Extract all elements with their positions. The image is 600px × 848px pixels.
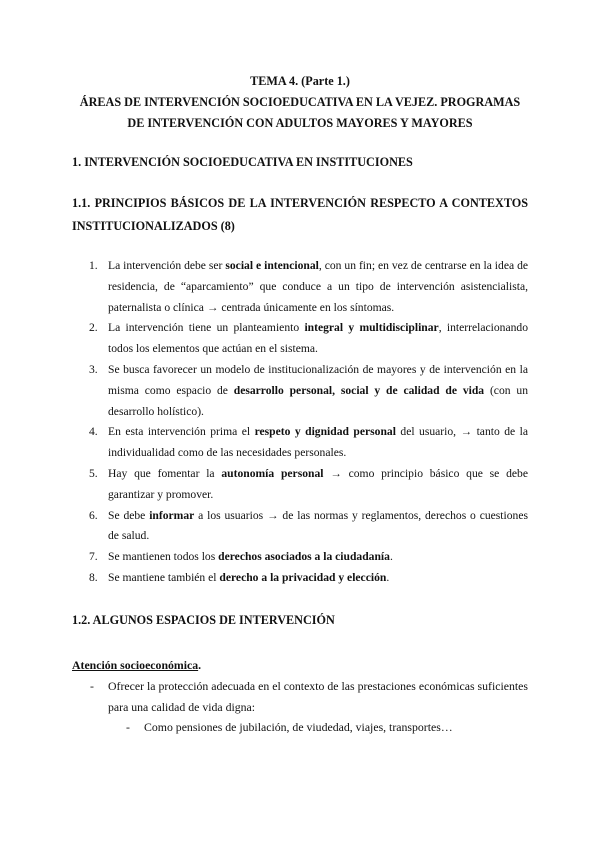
- list-item-text: Se busca favorecer un modelo de institucionalización de mayores y de intervención en la misma como espacio de: [108, 362, 528, 397]
- list-item-number: 5.: [89, 466, 98, 480]
- section-1-heading: 1. INTERVENCIÓN SOCIOEDUCATIVA EN INSTITUCIONES: [72, 155, 413, 169]
- list-item-bold: desarrollo personal, social y de calidad de vida: [233, 383, 485, 397]
- list-item: [72, 568, 528, 589]
- doc-title-line-2: ÁREAS DE INTERVENCIÓN SOCIOEDUCATIVA EN LA VEJEZ. PROGRAMAS: [79, 95, 521, 109]
- list-item-bold: autonomía personal: [221, 466, 324, 480]
- list-item-bold: derecho a la privacidad y elección: [219, 570, 387, 584]
- section-1-1-line-2: INSTITUCIONALIZADOS (8): [72, 219, 235, 233]
- list-item-text: , interrelacionando todos los elementos que actúan en el sistema.: [108, 321, 529, 356]
- list-item: [72, 506, 528, 548]
- list-item-bold: integral y multidisciplinar: [304, 321, 439, 335]
- subsection-heading-dot: .: [198, 658, 202, 672]
- section-1-2-heading: 1.2. ALGUNOS ESPACIOS DE INTERVENCIÓN: [72, 613, 335, 627]
- list-item-text: Hay que fomentar la: [108, 466, 222, 480]
- list-item-text: del usuario, → tanto de la individualidad como de las necesidades personales.: [108, 425, 528, 460]
- list-item-text: .: [386, 570, 390, 584]
- dash-list-text: Ofrecer la protección adecuada en el contexto de las prestaciones económicas suficientes para una calidad de vida digna:: [108, 678, 528, 714]
- principles-list: [72, 256, 528, 589]
- list-item: [72, 318, 528, 360]
- list-item-text: La intervención tiene un planteamiento: [108, 321, 305, 335]
- dash-list-item: [72, 676, 528, 718]
- dash-bullet: -: [126, 720, 130, 735]
- list-item-text: (con un desarrollo holístico).: [108, 383, 528, 418]
- list-item-number: 2.: [89, 321, 98, 335]
- list-item-text: .: [389, 550, 393, 564]
- subsection-heading: [72, 655, 528, 676]
- list-item: [72, 360, 528, 422]
- list-item-number: 3.: [89, 362, 98, 376]
- list-item-bold: informar: [149, 508, 195, 522]
- list-item-bold: social e intencional: [225, 259, 319, 272]
- list-item-text: Se debe: [108, 508, 150, 522]
- list-item-text: a los usuarios → de las normas y reglamentos, derechos o cuestiones de salud.: [108, 508, 528, 543]
- list-item-text: Se mantiene también el: [108, 570, 220, 584]
- section-1-1-line-1: 1.1. PRINCIPIOS BÁSICOS DE LA INTERVENCIÓN RESPECTO A CONTEXTOS: [72, 196, 528, 210]
- doc-title-line-1: TEMA 4. (Parte 1.): [250, 74, 350, 88]
- list-item-text: La intervención debe ser: [108, 259, 226, 272]
- list-item: [72, 547, 528, 568]
- nested-dash-list-item: [72, 717, 528, 738]
- nested-dash-list-text: Como pensiones de jubilación, de viudedad, viajes, transportes…: [144, 720, 453, 735]
- subsection-heading-text: Atención socioeconómica: [72, 658, 199, 672]
- list-item-number: 8.: [89, 570, 98, 584]
- section-1-1-heading: [72, 192, 528, 238]
- list-item-bold: respeto y dignidad personal: [254, 425, 396, 439]
- list-item-number: 6.: [89, 508, 98, 522]
- list-item-text: En esta intervención prima el: [108, 425, 255, 439]
- list-item-text: , con un fin; en vez de centrarse en la idea de residencia, de “aparcamiento” que conduce a un tipo de intervención asistencialista, paternalista o clínica → centrada únicamente en los síntomas.: [108, 259, 529, 314]
- list-item: [72, 464, 528, 506]
- list-item-text: Se mantienen todos los: [108, 550, 219, 564]
- list-item: [72, 256, 528, 318]
- socioeconomic-section: [72, 655, 528, 738]
- list-item-bold: derechos asociados a la ciudadanía: [218, 550, 390, 564]
- dash-bullet: -: [90, 678, 94, 693]
- list-item: [72, 422, 528, 464]
- list-item-text: → como principio básico que se debe garantizar y promover.: [108, 466, 528, 501]
- list-item-number: 4.: [89, 425, 98, 439]
- list-item-number: 1.: [89, 259, 98, 272]
- list-item-number: 7.: [89, 550, 98, 564]
- doc-title-line-3: DE INTERVENCIÓN CON ADULTOS MAYORES Y MAYORES: [127, 116, 473, 130]
